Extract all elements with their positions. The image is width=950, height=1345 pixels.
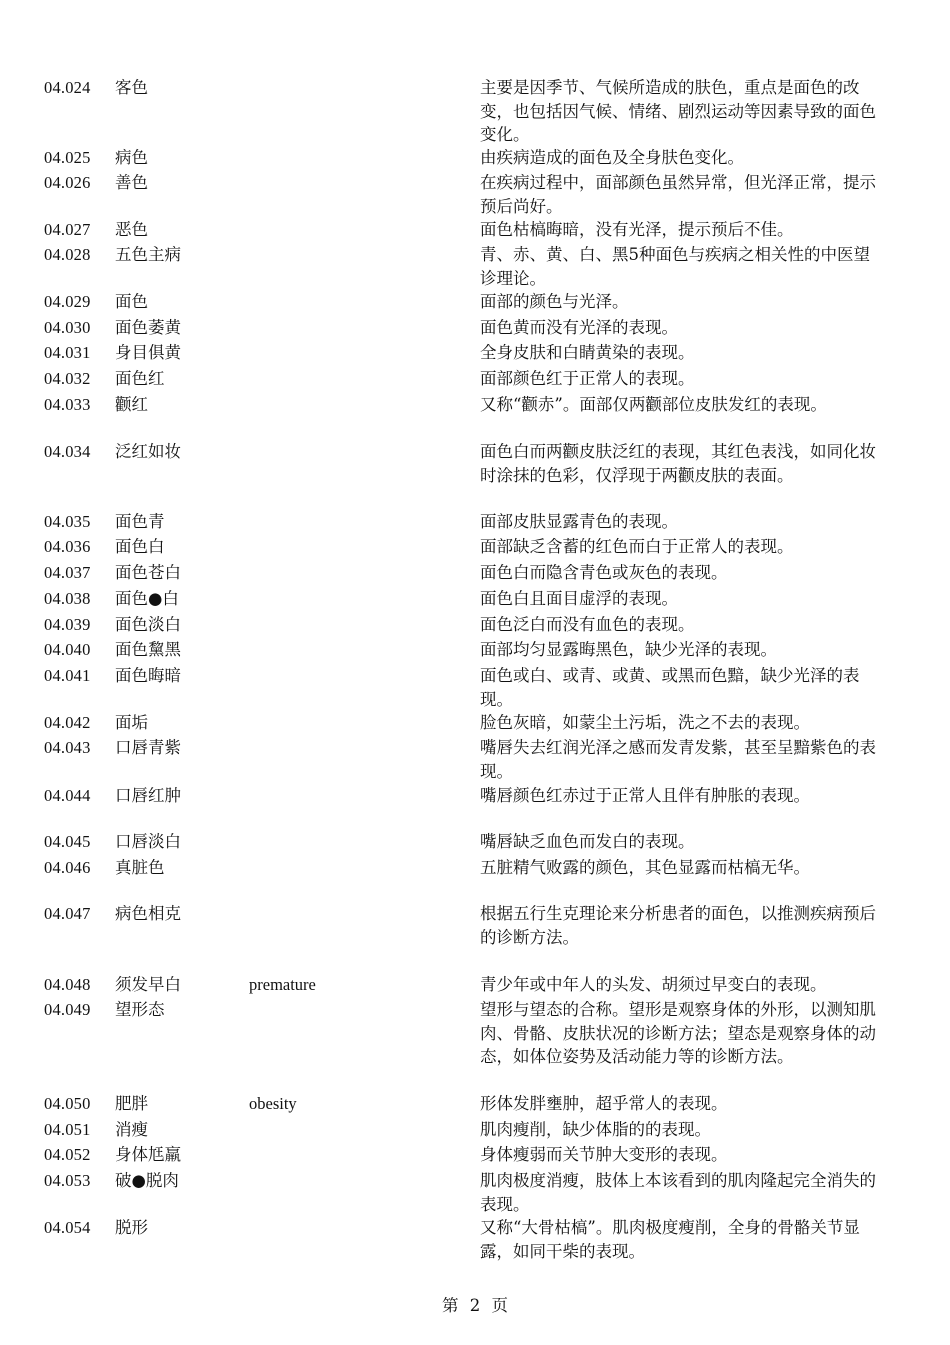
page-number: 第 2 页: [442, 1296, 508, 1315]
entry-definition: 主要是因季节、气候所造成的肤色，重点是面色的改变，也包括因气候、情绪、剧烈运动等因素导致的面色变化。: [480, 78, 876, 144]
entry-definition: 全身皮肤和白睛黄染的表现。: [480, 343, 695, 362]
entry-code: 04.024: [44, 78, 91, 97]
entry-code: 04.027: [44, 220, 91, 239]
entry-term: 面色萎黄: [115, 318, 181, 337]
entry-code: 04.032: [44, 369, 91, 388]
entry-term: 口唇青紫: [115, 738, 181, 757]
entry-definition: 嘴唇失去红润光泽之感而发青发紫，甚至呈黯紫色的表现。: [480, 738, 876, 781]
entry-definition: 青少年或中年人的头发、胡须过早变白的表现。: [480, 975, 827, 994]
entry-term: 面色苍白: [115, 563, 181, 582]
entry-term: 善色: [115, 173, 148, 192]
entry-term: 客色: [115, 78, 148, 97]
entry-code: 04.045: [44, 832, 91, 851]
entry-term: 身目俱黄: [115, 343, 181, 362]
entry-term: 面色青: [115, 512, 165, 531]
entry-code: 04.046: [44, 858, 91, 877]
entry-code: 04.025: [44, 148, 91, 167]
entry-code: 04.031: [44, 343, 91, 362]
entry-term: 面色黧黑: [115, 640, 181, 659]
entry-term: 恶色: [115, 220, 148, 239]
entry-definition: 面部均匀显露晦黑色，缺少光泽的表现。: [480, 640, 777, 659]
entry-term: 口唇淡白: [115, 832, 181, 851]
entry-code: 04.037: [44, 563, 91, 582]
entry-code: 04.030: [44, 318, 91, 337]
entry-definition: 嘴唇缺乏血色而发白的表现。: [480, 832, 695, 851]
entry-definition: 面色泛白而没有血色的表现。: [480, 615, 695, 634]
entry-code: 04.043: [44, 738, 91, 757]
entry-definition: 面部皮肤显露青色的表现。: [480, 512, 678, 531]
entry-code: 04.034: [44, 442, 91, 461]
entry-code: 04.053: [44, 1171, 91, 1190]
entry-code: 04.041: [44, 666, 91, 685]
entry-english: obesity: [249, 1094, 297, 1113]
entry-definition: 嘴唇颜色红赤过于正常人且伴有肿胀的表现。: [480, 786, 810, 805]
entry-term: 消瘦: [115, 1120, 148, 1139]
entry-code: 04.029: [44, 292, 91, 311]
entry-definition: 又称“大骨枯槁”。肌肉极度瘦削，全身的骨骼关节显露，如同干柴的表现。: [480, 1218, 860, 1261]
entry-term: 口唇红肿: [115, 786, 181, 805]
entry-definition: 五脏精气败露的颜色，其色显露而枯槁无华。: [480, 858, 810, 877]
entry-term: 破●脱肉: [115, 1171, 179, 1190]
entry-term: 泛红如妆: [115, 442, 181, 461]
entry-term: 面垢: [115, 713, 148, 732]
entry-term: 肥胖: [115, 1094, 148, 1113]
entry-definition: 又称“颧赤”。面部仅两颧部位皮肤发红的表现。: [480, 395, 827, 414]
entry-definition: 身体瘦弱而关节肿大变形的表现。: [480, 1145, 728, 1164]
entry-term: 面色红: [115, 369, 165, 388]
entry-code: 04.036: [44, 537, 91, 556]
entry-term: 脱形: [115, 1218, 148, 1237]
entry-code: 04.039: [44, 615, 91, 634]
entry-code: 04.051: [44, 1120, 91, 1139]
entry-definition: 面色白而两颧皮肤泛红的表现，其红色表浅，如同化妆时涂抹的色彩，仅浮现于两颧皮肤的表面。: [480, 442, 876, 485]
entry-term: 面色: [115, 292, 148, 311]
entry-term: 病色: [115, 148, 148, 167]
entry-code: 04.033: [44, 395, 91, 414]
entry-definition: 脸色灰暗，如蒙尘土污垢，洗之不去的表现。: [480, 713, 810, 732]
entry-code: 04.048: [44, 975, 91, 994]
entry-term: 面色淡白: [115, 615, 181, 634]
entry-term: 颧红: [115, 395, 148, 414]
entry-term: 面色晦暗: [115, 666, 181, 685]
entry-term: 身体尪羸: [115, 1145, 181, 1164]
entry-code: 04.040: [44, 640, 91, 659]
entry-code: 04.028: [44, 245, 91, 264]
entry-code: 04.042: [44, 713, 91, 732]
entry-definition: 面部缺乏含蓄的红色而白于正常人的表现。: [480, 537, 794, 556]
entry-code: 04.050: [44, 1094, 91, 1113]
entry-code: 04.044: [44, 786, 91, 805]
entry-code: 04.047: [44, 904, 91, 923]
entry-term: 真脏色: [115, 858, 165, 877]
entry-definition: 面部的颜色与光泽。: [480, 292, 629, 311]
entry-term: 面色白: [115, 537, 165, 556]
entry-definition: 望形与望态的合称。望形是观察身体的外形，以测知肌肉、骨骼、皮肤状况的诊断方法；望态是观察身体的动态，如体位姿势及活动能力等的诊断方法。: [480, 1000, 876, 1066]
entry-definition: 根据五行生克理论来分析患者的面色，以推测疾病预后的诊断方法。: [480, 904, 876, 947]
entry-definition: 在疾病过程中，面部颜色虽然异常，但光泽正常，提示预后尚好。: [480, 173, 876, 216]
entry-definition: 面色或白、或青、或黄、或黑而色黯，缺少光泽的表现。: [480, 666, 860, 709]
entry-definition: 由疾病造成的面色及全身肤色变化。: [480, 148, 744, 167]
entry-term: 面色●白: [115, 589, 179, 608]
entry-code: 04.054: [44, 1218, 91, 1237]
entry-term: 须发早白: [115, 975, 181, 994]
entry-english: premature: [249, 975, 316, 994]
entry-code: 04.035: [44, 512, 91, 531]
entry-definition: 面部颜色红于正常人的表现。: [480, 369, 695, 388]
entry-term: 五色主病: [115, 245, 181, 264]
entry-definition: 面色黄而没有光泽的表现。: [480, 318, 678, 337]
entry-code: 04.049: [44, 1000, 91, 1019]
entry-definition: 面色白而隐含青色或灰色的表现。: [480, 563, 728, 582]
entry-definition: 肌肉极度消瘦，肢体上本该看到的肌肉隆起完全消失的表现。: [480, 1171, 876, 1214]
entry-code: 04.038: [44, 589, 91, 608]
entry-definition: 形体发胖壅肿，超乎常人的表现。: [480, 1094, 728, 1113]
entry-code: 04.026: [44, 173, 91, 192]
entry-definition: 青、赤、黄、白、黑5种面色与疾病之相关性的中医望诊理论。: [480, 245, 870, 288]
entry-term: 病色相克: [115, 904, 181, 923]
entry-definition: 面色白且面目虚浮的表现。: [480, 589, 678, 608]
entry-code: 04.052: [44, 1145, 91, 1164]
entry-definition: 面色枯槁晦暗，没有光泽，提示预后不佳。: [480, 220, 794, 239]
entry-definition: 肌肉瘦削，缺少体脂的的表现。: [480, 1120, 711, 1139]
entry-term: 望形态: [115, 1000, 165, 1019]
